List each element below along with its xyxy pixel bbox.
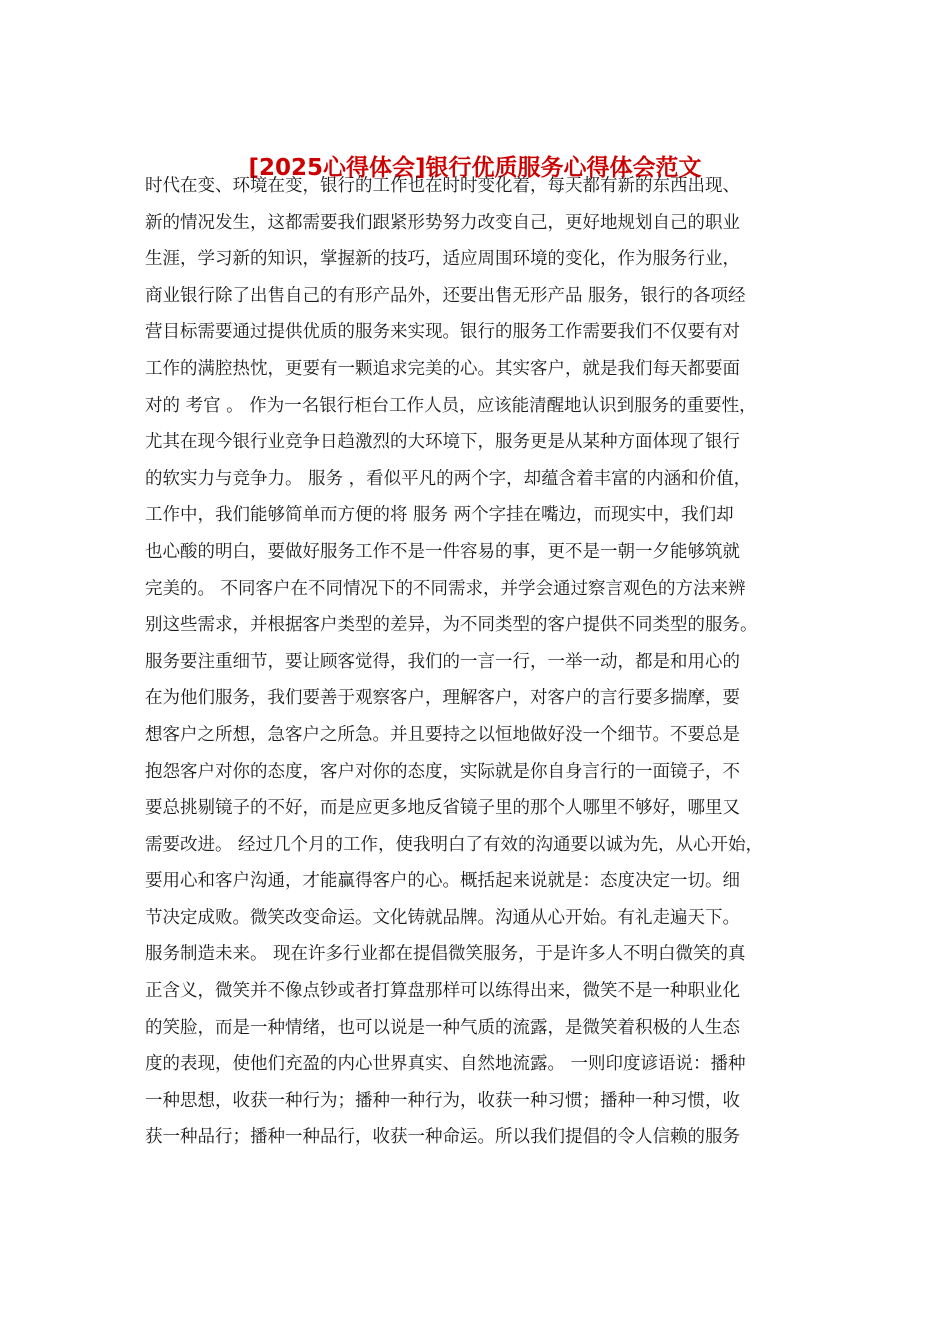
body-line: 的笑脸，而是一种情绪，也可以说是一种气质的流露，是微笑着积极的人生态 <box>145 1017 740 1038</box>
body-line: 商业银行除了出售自己的有形产品外，还要出售无形产品 服务，银行的各项经 <box>145 285 746 306</box>
body-line: 新的情况发生，这都需要我们跟紧形势努力改变自己，更好地规划自己的职业 <box>145 212 740 233</box>
body-line: 完美的。 不同客户在不同情况下的不同需求，并学会通过察言观色的方法来辨 <box>145 578 746 599</box>
body-line: 度的表现，使他们充盈的内心世界真实、自然地流露。 一则印度谚语说：播种 <box>145 1054 746 1075</box>
body-line: 抱怨客户对你的态度，客户对你的态度，实际就是你自身言行的一面镜子，不 <box>145 761 740 782</box>
body-line: 正含义，微笑并不像点钞或者打算盘那样可以练得出来，微笑不是一种职业化 <box>145 981 740 1002</box>
body-line: 服务制造未来。 现在许多行业都在提倡微笑服务，于是许多人不明白微笑的真 <box>145 944 746 965</box>
document-title: [2025心得体会]银行优质服务心得体会范文 <box>248 155 702 181</box>
body-line: 要用心和客户沟通，才能赢得客户的心。概括起来说就是：态度决定一切。细 <box>145 871 740 892</box>
body-line: 获一种品行；播种一种品行，收获一种命运。所以我们提倡的令人信赖的服务 <box>145 1127 740 1148</box>
body-line: 工作的满腔热忱，更要有一颗追求完美的心。其实客户，就是我们每天都要面 <box>145 358 740 379</box>
body-line: 也心酸的明白，要做好服务工作不是一件容易的事，更不是一朝一夕能够筑就 <box>145 541 740 562</box>
body-line: 要总挑剔镜子的不好，而是应更多地反省镜子里的那个人哪里不够好，哪里又 <box>145 798 740 819</box>
body-line: 需要改进。 经过几个月的工作，使我明白了有效的沟通要以诚为先，从心开始， <box>145 834 764 855</box>
body-line: 生涯，学习新的知识，掌握新的技巧，适应周围环境的变化，作为服务行业， <box>145 249 740 270</box>
body-line: 一种思想，收获一种行为；播种一种行为，收获一种习惯；播种一种习惯，收 <box>145 1090 740 1111</box>
body-line: 节决定成败。微笑改变命运。文化铸就品牌。沟通从心开始。有礼走遍天下。 <box>145 907 740 928</box>
body-line: 时代在变、环境在变，银行的工作也在时时变化着，每天都有新的东西出现、 <box>145 176 740 196</box>
document-body <box>145 168 825 1156</box>
body-line: 营目标需要通过提供优质的服务来实现。银行的服务工作需要我们不仅要有对 <box>145 322 740 343</box>
body-line: 别这些需求，并根据客户类型的差异，为不同类型的客户提供不同类型的服务。 <box>145 615 758 636</box>
body-line: 想客户之所想，急客户之所急。并且要持之以恒地做好没一个细节。不要总是 <box>145 724 740 745</box>
body-line: 对的 考官 。 作为一名银行柜台工作人员，应该能清醒地认识到服务的重要性， <box>145 395 757 416</box>
body-line: 的软实力与竞争力。 服务 ，看似平凡的两个字，却蕴含着丰富的内涵和价值， <box>145 468 752 489</box>
body-line: 工作中，我们能够简单而方便的将 服务 两个字挂在嘴边，而现实中，我们却 <box>145 505 734 526</box>
body-line: 在为他们服务，我们要善于观察客户，理解客户，对客户的言行要多揣摩，要 <box>145 688 740 709</box>
body-line: 尤其在现今银行业竞争日趋激烈的大环境下，服务更是从某种方面体现了银行 <box>145 432 740 453</box>
body-line: 服务要注重细节，要让顾客觉得，我们的一言一行，一举一动，都是和用心的 <box>145 651 740 672</box>
